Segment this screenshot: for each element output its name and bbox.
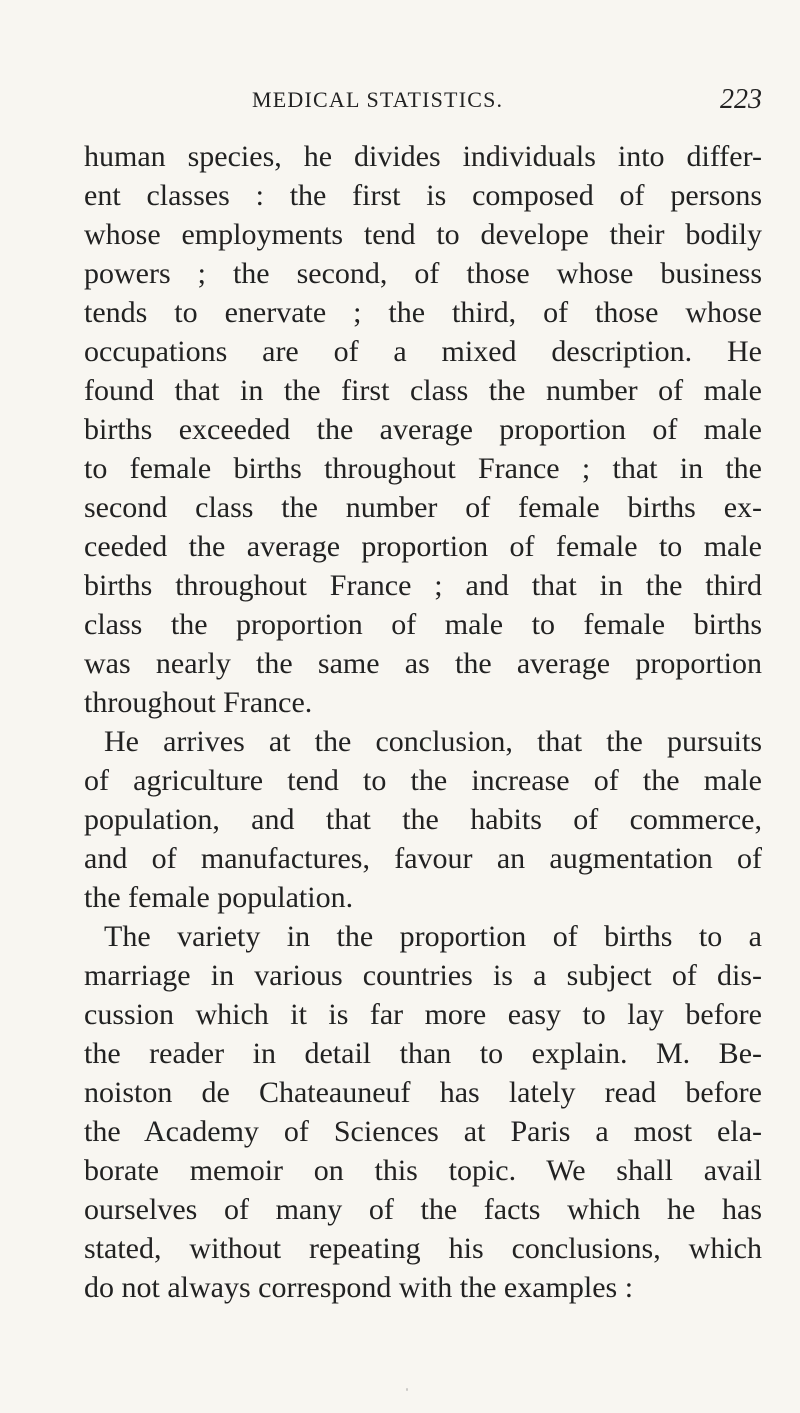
text-line: and of manufactures, favour an augmentation of bbox=[84, 842, 762, 875]
text-line: occupations are of a mixed description. He bbox=[84, 335, 762, 368]
text-line: powers ; the second, of those whose business bbox=[84, 257, 762, 290]
body-text bbox=[84, 137, 762, 1307]
text-line: to female births throughout France ; that in the bbox=[84, 452, 762, 485]
text-line: the Academy of Sciences at Paris a most ela- bbox=[84, 1115, 762, 1148]
text-line: The variety in the proportion of births to a bbox=[104, 920, 762, 953]
text-line: ceeded the average proportion of female to male bbox=[84, 530, 762, 563]
text-line: do not always correspond with the examples : bbox=[84, 1271, 634, 1304]
text-line: tends to enervate ; the third, of those whose bbox=[84, 296, 762, 329]
text-line: marriage in various countries is a subject of dis- bbox=[84, 959, 762, 992]
text-line: stated, without repeating his conclusions, which bbox=[84, 1232, 762, 1265]
text-line: population, and that the habits of commerce, bbox=[84, 803, 762, 836]
text-line: births throughout France ; and that in the third bbox=[84, 569, 762, 602]
running-header bbox=[84, 82, 762, 118]
text-line: births exceeded the average proportion of male bbox=[84, 413, 762, 446]
paper-speck bbox=[406, 1388, 408, 1391]
running-title: MEDICAL STATISTICS. bbox=[252, 87, 504, 112]
text-line: found that in the first class the number of male bbox=[84, 374, 762, 407]
text-line: noiston de Chateauneuf has lately read before bbox=[84, 1076, 762, 1109]
page-number: 223 bbox=[720, 84, 762, 115]
text-line: whose employments tend to develope their bodily bbox=[84, 218, 762, 251]
text-line: ent classes : the first is composed of persons bbox=[84, 179, 762, 212]
text-line: borate memoir on this topic. We shall avail bbox=[84, 1154, 762, 1187]
text-line: human species, he divides individuals into differ- bbox=[84, 140, 762, 173]
text-line: class the proportion of male to female births bbox=[84, 608, 762, 641]
text-line: ourselves of many of the facts which he has bbox=[84, 1193, 762, 1226]
text-line: cussion which it is far more easy to lay before bbox=[84, 998, 762, 1031]
text-line: the reader in detail than to explain. M. Be- bbox=[84, 1037, 762, 1070]
text-line: of agriculture tend to the increase of the male bbox=[84, 764, 762, 797]
text-line: second class the number of female births ex- bbox=[84, 491, 762, 524]
text-line: throughout France. bbox=[84, 686, 313, 719]
text-line: He arrives at the conclusion, that the pursuits bbox=[104, 725, 762, 758]
text-line: was nearly the same as the average proportion bbox=[84, 647, 762, 680]
text-line: the female population. bbox=[84, 881, 354, 914]
